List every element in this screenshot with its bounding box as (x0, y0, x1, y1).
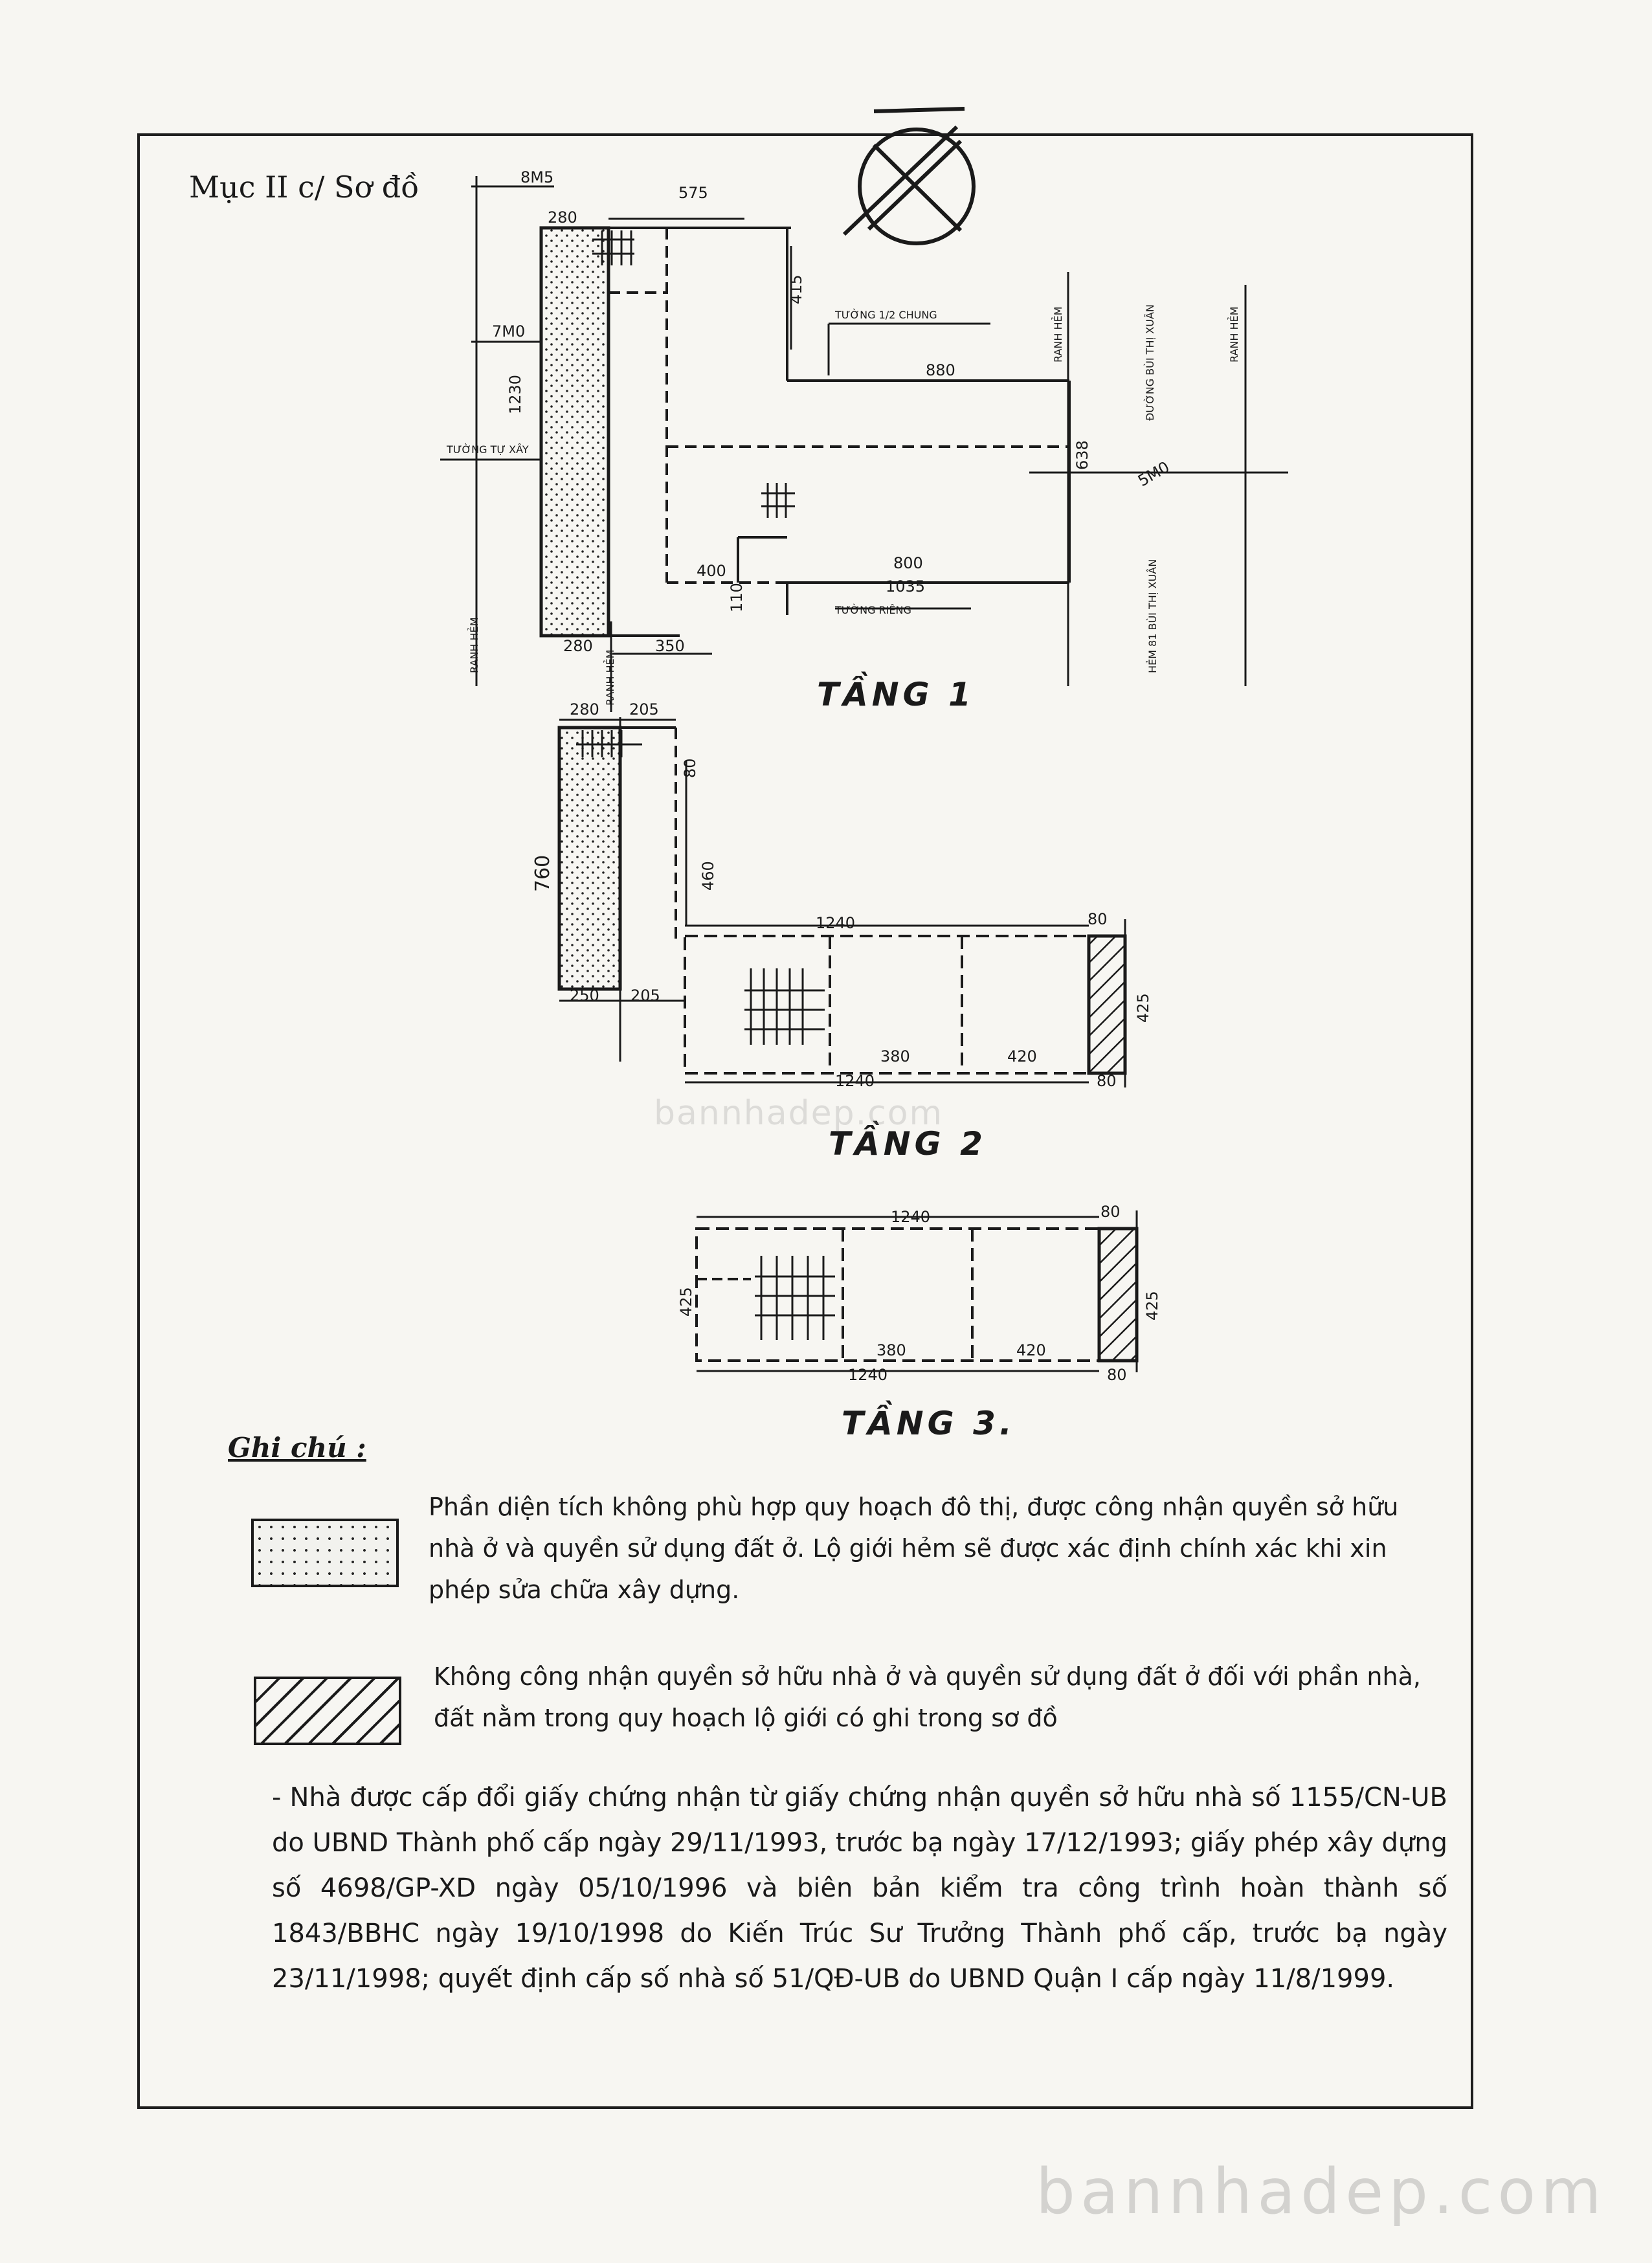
legend-hatched-swatch (254, 1677, 401, 1745)
dimension-label: 110 (728, 583, 746, 612)
dimension-label: 280 (563, 637, 593, 655)
staircase-icon (592, 230, 795, 518)
dimension-label: 80 (1088, 910, 1108, 928)
dimension-label: 460 (699, 861, 717, 891)
dimension-label: 380 (876, 1341, 906, 1359)
street-label: ĐƯỜNG BÙI THỊ XUÂN (1144, 304, 1156, 421)
road-width-label: 7M0 (492, 322, 526, 340)
dimension-label: 760 (531, 854, 554, 892)
dimension-label: 400 (697, 562, 726, 580)
dimension-label: 1240 (816, 914, 856, 932)
street-label: HẺM 81 BÙI THỊ XUÂN (1146, 559, 1159, 673)
dimension-label: 380 (880, 1047, 910, 1065)
dimension-label: 205 (629, 700, 659, 719)
dimension-label: 350 (655, 637, 685, 655)
north-arrow-icon (844, 109, 974, 243)
dimension-label: 415 (787, 274, 805, 304)
dimension-label: 420 (1007, 1047, 1037, 1065)
dimension-label: 425 (1143, 1291, 1161, 1321)
certificate-remark: - Nhà được cấp đổi giấy chứng nhận từ giấy chứng nhận quyền sở hữu nhà số 1155/CN-UB do UBND Thành phố cấp ngày 29/11/1993, trước bạ ngày 17/12/1993; giấy phép xây dựng số 4698/GP-XD ngày 05/10/1996 và biên bản kiểm tra công trình hoàn thành số 1843/BBHC ngày 19/10/1998 do Kiến Trúc Sư Trưởng Thành phố cấp, trước bạ ngày 23/11/1998; quyết định cấp số nhà số 51/QĐ-UB do UBND Quận I cấp ngày 11/8/1999. (272, 1783, 1447, 1994)
floor-plan-3 (697, 1210, 1137, 1372)
dimension-label: 880 (926, 361, 955, 379)
floor-plan-2 (559, 717, 1125, 1087)
road-width-label: 5M0 (1135, 458, 1173, 491)
dimension-label: 1240 (848, 1366, 888, 1384)
watermark: bannhadep.com (1036, 2156, 1607, 2228)
dimension-label: 280 (570, 700, 599, 719)
section-title: Mục II c/ Sơ đồ (189, 170, 419, 205)
street-label: TƯỜNG RIÊNG (835, 604, 911, 616)
dimension-label: 1035 (886, 577, 926, 596)
dimension-label: 1240 (891, 1208, 931, 1226)
legend-dotted-text: Phần diện tích không phù hợp quy hoạch đô thị, được công nhận quyền sở hữu nhà ở và quyền sử dụng đất ở. Lộ giới hẻm sẽ được xác định chính xác khi xin phép sửa chữa xây dựng. (429, 1493, 1399, 1604)
floor-label: TẦNG 2 (829, 1125, 987, 1163)
dimension-label: 80 (1100, 1203, 1121, 1221)
dimension-label: 80 (681, 758, 699, 778)
dimension-label: 800 (893, 554, 923, 572)
watermark: bannhadep.com (654, 1094, 944, 1133)
dimension-label: 425 (677, 1287, 695, 1317)
floor-label: TẦNG 1 (817, 676, 975, 713)
notes-heading: Ghi chú : (228, 1432, 366, 1464)
street-label: RANH HẺM (1228, 306, 1240, 362)
dimension-label: 638 (1073, 440, 1091, 470)
staircase-icon (755, 1256, 835, 1340)
dimension-label: 80 (1107, 1366, 1127, 1384)
floor-plan-1 (440, 176, 1288, 712)
legend-dotted-swatch (251, 1519, 399, 1587)
floor-plan-3-labels (677, 1203, 1161, 1442)
street-label: TƯỜNG 1/2 CHUNG (835, 309, 937, 321)
dimension-label: 575 (678, 184, 708, 202)
dimension-label: 425 (1134, 993, 1152, 1023)
street-label: RANH HẺM (468, 617, 480, 673)
street-label: TƯỜNG TỰ XÂY (447, 443, 529, 456)
dimension-label: 280 (548, 208, 577, 227)
dimension-label: 80 (1097, 1072, 1117, 1090)
street-label: RANH HẺM (1052, 306, 1064, 362)
street-label: RANH HẺM (604, 649, 616, 706)
dimension-label: 250 (570, 987, 599, 1005)
floor-label: TẦNG 3. (842, 1405, 1016, 1442)
floor-plan-2-labels (531, 700, 1152, 1163)
dimension-label: 420 (1016, 1341, 1046, 1359)
dimension-label: 1230 (506, 374, 524, 414)
legend-hatched-text: Không công nhận quyền sở hữu nhà ở và quyền sử dụng đất ở đối với phần nhà, đất nằm trong quy hoạch lộ giới có ghi trong sơ đồ (434, 1662, 1421, 1732)
dimension-label: 1240 (835, 1072, 875, 1090)
dimension-label: 205 (631, 987, 660, 1005)
road-width-label: 8M5 (520, 168, 554, 186)
